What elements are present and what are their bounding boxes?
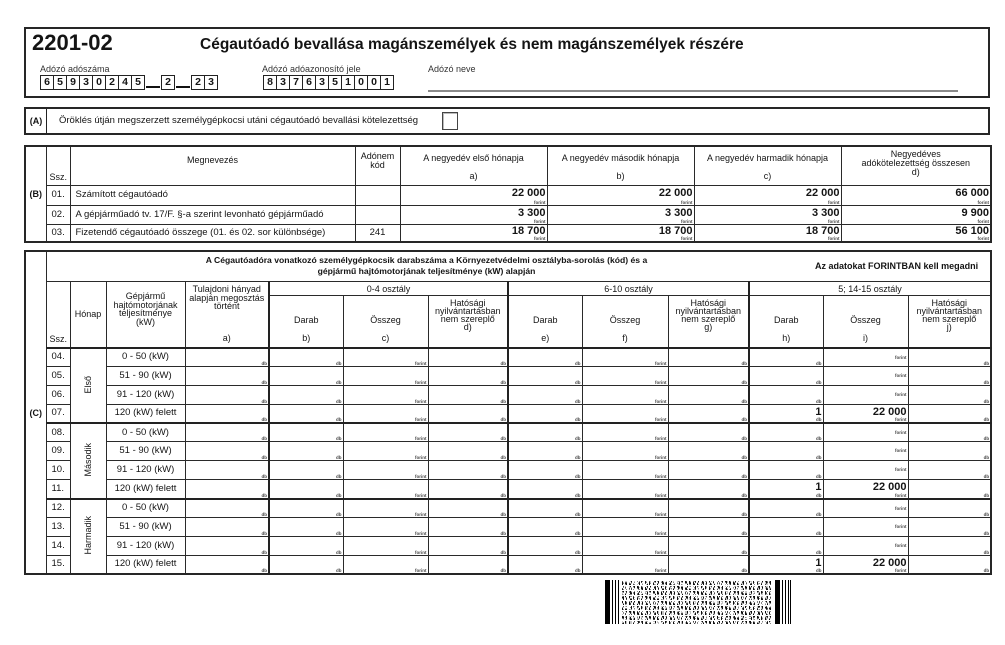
cell-f-amount[interactable]: [582, 518, 668, 537]
cell-a-ownership[interactable]: [185, 385, 269, 404]
cell-b-count[interactable]: [269, 555, 343, 574]
cell-a-ownership[interactable]: [185, 518, 269, 537]
cell-f-amount[interactable]: [582, 555, 668, 574]
cell-e-count[interactable]: [508, 555, 582, 574]
cell-g-unregistered[interactable]: [668, 555, 749, 574]
forint-note: Az adatokat FORINTBAN kell megadni: [815, 261, 979, 271]
inheritance-obligation-checkbox[interactable]: [442, 112, 458, 130]
cell-j-unregistered[interactable]: [908, 423, 991, 442]
cell-i-amount[interactable]: 22 000 forint: [823, 480, 908, 499]
cell-f-amount[interactable]: [582, 385, 668, 404]
cell-f-amount[interactable]: [582, 442, 668, 461]
cell-j-unregistered[interactable]: [908, 461, 991, 480]
section-c-row: [25, 480, 991, 499]
cell-c-amount[interactable]: [343, 536, 428, 555]
cell-j-unregistered[interactable]: [908, 404, 991, 423]
unregistered-header: [908, 296, 991, 348]
row-kw-range: 120 (kW) felett: [106, 480, 185, 499]
cell-i-amount[interactable]: [823, 385, 908, 404]
cell-c-amount[interactable]: [343, 480, 428, 499]
row-name: A gépjárműadó tv. 17/F. §-a szerint levonható gépjárműadó: [70, 205, 355, 224]
column-letter: b): [302, 333, 311, 343]
cell-d-unregistered[interactable]: [428, 555, 508, 574]
cell-h-count[interactable]: [749, 461, 823, 480]
row-name: Fizetendő cégautóadó összege (01. és 02. sor különbsége): [70, 224, 355, 242]
cell-j-unregistered[interactable]: [908, 499, 991, 518]
second-month-amount[interactable]: 3 300 forint: [547, 205, 694, 224]
form-code: 2201-02: [32, 30, 113, 55]
section-c-row: [25, 348, 991, 367]
separator-dash: [146, 86, 160, 88]
cell-c-amount[interactable]: [343, 385, 428, 404]
cell-a-ownership[interactable]: [185, 461, 269, 480]
first-month-header: [400, 146, 547, 185]
first-month-header-text: A negyedév első hónapja: [423, 153, 524, 163]
column-letter: f): [622, 333, 628, 343]
third-month-header-text: A negyedév harmadik hónapja: [706, 153, 829, 163]
cell-h-count[interactable]: 1 db: [749, 555, 823, 574]
cell-h-count[interactable]: [749, 366, 823, 385]
cell-e-count[interactable]: [508, 385, 582, 404]
count-header-text: Darab: [293, 315, 319, 325]
digit-box[interactable]: 0: [367, 75, 381, 90]
cell-d-unregistered[interactable]: [428, 461, 508, 480]
section-c-row: [25, 442, 991, 461]
row-ssz: 06.: [46, 385, 70, 404]
cell-h-count[interactable]: 1 db: [749, 404, 823, 423]
cell-f-amount[interactable]: [582, 423, 668, 442]
cell-g-unregistered[interactable]: [668, 518, 749, 537]
cell-b-count[interactable]: [269, 348, 343, 367]
amount-header: [582, 296, 668, 348]
column-letter: c): [381, 333, 390, 343]
digit-box[interactable]: 3: [315, 75, 329, 90]
digit-box[interactable]: 0: [92, 75, 106, 90]
third-month-amount[interactable]: 22 000 forint: [694, 185, 841, 205]
section-b-table: [24, 145, 992, 243]
taxpayer-name-label: Adózó neve: [428, 64, 476, 74]
section-c-group-row: [25, 282, 991, 296]
kw-header: [106, 282, 185, 348]
cell-d-unregistered[interactable]: [428, 423, 508, 442]
second-month-header: [547, 146, 694, 185]
section-b-row: [25, 205, 991, 224]
row-kw-range: 0 - 50 (kW): [106, 423, 185, 442]
cell-i-amount[interactable]: [823, 366, 908, 385]
first-month-amount[interactable]: 22 000 forint: [400, 185, 547, 205]
vat-code-digit-box[interactable]: 2: [161, 75, 175, 90]
cell-i-amount[interactable]: [823, 442, 908, 461]
row-ssz: 14.: [46, 536, 70, 555]
amount-header-text: Összeg: [850, 315, 881, 325]
cell-g-unregistered[interactable]: [668, 366, 749, 385]
digit-box[interactable]: 4: [118, 75, 132, 90]
count-header: [508, 296, 582, 348]
cell-j-unregistered[interactable]: [908, 385, 991, 404]
cell-b-count[interactable]: [269, 423, 343, 442]
cell-g-unregistered[interactable]: [668, 536, 749, 555]
amount-header: [823, 296, 908, 348]
column-letter: b): [616, 171, 625, 181]
column-letter: g): [704, 322, 713, 332]
cell-a-ownership[interactable]: [185, 442, 269, 461]
row-kw-range: 91 - 120 (kW): [106, 385, 185, 404]
cell-a-ownership[interactable]: [185, 480, 269, 499]
cell-f-amount[interactable]: [582, 348, 668, 367]
county-code-digit-box[interactable]: 2: [191, 75, 205, 90]
cell-b-count[interactable]: [269, 518, 343, 537]
digit-box[interactable]: 3: [276, 75, 290, 90]
cell-d-unregistered[interactable]: [428, 518, 508, 537]
section-c-row: [25, 499, 991, 518]
cell-a-ownership[interactable]: [185, 555, 269, 574]
third-month-amount[interactable]: 3 300 forint: [694, 205, 841, 224]
form-title: Cégautóadó bevallása magánszemélyek és nem magánszemélyek részére: [200, 36, 744, 53]
tax-number-field[interactable]: [40, 75, 218, 90]
row-ssz: 11.: [46, 480, 70, 499]
digit-box[interactable]: 5: [131, 75, 145, 90]
tax-type-code-header: Adónem kód: [355, 146, 400, 185]
tax-type-code: 241: [355, 224, 400, 242]
row-kw-range: 120 (kW) felett: [106, 555, 185, 574]
row-ssz: 08.: [46, 423, 70, 442]
cell-j-unregistered[interactable]: [908, 348, 991, 367]
quarter-total-amount[interactable]: 66 000 forint: [841, 185, 991, 205]
section-c-row: [25, 366, 991, 385]
first-month-amount[interactable]: 18 700 forint: [400, 224, 547, 242]
count-header: [749, 296, 823, 348]
cell-i-amount[interactable]: [823, 499, 908, 518]
section-a-label: (A): [26, 109, 47, 133]
section-c-row: [25, 518, 991, 537]
quarter-total-amount[interactable]: 56 100 forint: [841, 224, 991, 242]
group-header-6-10: 6-10 osztály: [508, 282, 749, 296]
cell-b-count[interactable]: [269, 404, 343, 423]
row-kw-range: 51 - 90 (kW): [106, 366, 185, 385]
cell-f-amount[interactable]: [582, 536, 668, 555]
taxpayer-name-underline: [428, 90, 958, 92]
barcode-data-pattern: [622, 580, 772, 624]
cell-g-unregistered[interactable]: [668, 499, 749, 518]
cell-c-amount[interactable]: [343, 499, 428, 518]
digit-box[interactable]: 5: [53, 75, 67, 90]
cell-g-unregistered[interactable]: [668, 461, 749, 480]
row-name: Számított cégautóadó: [70, 185, 355, 205]
cell-c-amount[interactable]: [343, 518, 428, 537]
section-c-title-row: [25, 251, 991, 282]
cell-c-amount[interactable]: [343, 461, 428, 480]
row-ssz: 15.: [46, 555, 70, 574]
digit-box[interactable]: 5: [328, 75, 342, 90]
row-ssz: 09.: [46, 442, 70, 461]
section-c-row: [25, 404, 991, 423]
column-letter: i): [863, 333, 868, 343]
unregistered-header-text: Hatósági nyilvántartásban nem szereplő: [916, 298, 983, 324]
first-month-amount[interactable]: 3 300 forint: [400, 205, 547, 224]
cell-g-unregistered[interactable]: [668, 385, 749, 404]
cell-j-unregistered[interactable]: [908, 536, 991, 555]
cell-g-unregistered[interactable]: [668, 423, 749, 442]
cell-e-count[interactable]: [508, 366, 582, 385]
column-letter: j): [946, 322, 952, 332]
cell-h-count[interactable]: [749, 442, 823, 461]
second-month-amount[interactable]: 22 000 forint: [547, 185, 694, 205]
cell-c-amount[interactable]: [343, 404, 428, 423]
county-code-digit-box[interactable]: 3: [204, 75, 218, 90]
section-c-row: [25, 555, 991, 574]
amount-header-text: Összeg: [370, 315, 401, 325]
barcode-stop-pattern: [773, 580, 791, 624]
tax-number-label: Adózó adószáma: [40, 64, 110, 74]
cell-i-amount[interactable]: [823, 518, 908, 537]
row-kw-range: 0 - 50 (kW): [106, 348, 185, 367]
cell-h-count[interactable]: [749, 385, 823, 404]
cell-c-amount[interactable]: [343, 442, 428, 461]
second-month-amount[interactable]: 18 700 forint: [547, 224, 694, 242]
row-kw-range: 0 - 50 (kW): [106, 499, 185, 518]
row-kw-range: 91 - 120 (kW): [106, 461, 185, 480]
column-letter: a): [469, 171, 478, 181]
cell-j-unregistered[interactable]: [908, 480, 991, 499]
cell-e-count[interactable]: [508, 404, 582, 423]
cell-i-amount[interactable]: [823, 536, 908, 555]
row-ssz: 07.: [46, 404, 70, 423]
third-month-header: [694, 146, 841, 185]
column-letter: d): [911, 167, 920, 177]
digit-box[interactable]: 6: [302, 75, 316, 90]
unregistered-header: [428, 296, 508, 348]
month-label: Második: [83, 443, 93, 477]
row-ssz: 13.: [46, 518, 70, 537]
cell-c-amount[interactable]: [343, 555, 428, 574]
cell-e-count[interactable]: [508, 480, 582, 499]
column-letter: c): [763, 171, 772, 181]
section-a: [24, 107, 990, 135]
ownership-share-header-text: Tulajdoni hányad alapján megosztás történt: [189, 284, 265, 311]
cell-f-amount[interactable]: [582, 499, 668, 518]
cell-h-count[interactable]: [749, 536, 823, 555]
cell-e-count[interactable]: [508, 499, 582, 518]
digit-box[interactable]: 6: [40, 75, 54, 90]
tax-type-code: [355, 185, 400, 205]
cell-d-unregistered[interactable]: [428, 499, 508, 518]
group-header-5-14-15: 5; 14-15 osztály: [749, 282, 991, 296]
tax-id-field[interactable]: [263, 75, 394, 90]
month-group-first: [70, 348, 106, 424]
column-letter: a): [222, 333, 231, 343]
kw-header-text: Gépjármű hajtómotorjának teljesítménye (kW): [113, 291, 178, 327]
cell-b-count[interactable]: [269, 366, 343, 385]
cell-d-unregistered[interactable]: [428, 348, 508, 367]
month-group-third: [70, 499, 106, 575]
cell-h-count[interactable]: [749, 499, 823, 518]
row-ssz: 02.: [46, 205, 70, 224]
month-label: Első: [83, 375, 93, 394]
group-header-0-4: 0-4 osztály: [269, 282, 508, 296]
section-c-title: A Cégautóadóra vonatkozó személygépkocsik darabszáma a Környezetvédelmi osztályba-sorolás (kód) és a gépjármű hajtómotorjának teljesítménye (kW) alapján: [205, 255, 648, 276]
section-c-table: [24, 250, 992, 575]
column-letter: h): [782, 333, 791, 343]
section-c-row: [25, 385, 991, 404]
quarter-total-header-text: Negyedéves adókötelezettség összesen: [861, 149, 971, 168]
cell-e-count[interactable]: [508, 536, 582, 555]
cell-i-amount[interactable]: [823, 423, 908, 442]
cell-b-count[interactable]: [269, 536, 343, 555]
cell-d-unregistered[interactable]: [428, 385, 508, 404]
separator-dash: [176, 86, 190, 88]
section-c-title-cell: [46, 251, 991, 282]
cell-a-ownership[interactable]: [185, 404, 269, 423]
cell-h-count[interactable]: [749, 423, 823, 442]
count-header-text: Darab: [532, 315, 558, 325]
row-kw-range: 51 - 90 (kW): [106, 518, 185, 537]
digit-box[interactable]: 7: [289, 75, 303, 90]
column-letter: e): [541, 333, 550, 343]
row-kw-range: 51 - 90 (kW): [106, 442, 185, 461]
cell-d-unregistered[interactable]: [428, 442, 508, 461]
section-b-row: [25, 185, 991, 205]
cell-f-amount[interactable]: [582, 461, 668, 480]
cell-b-count[interactable]: [269, 480, 343, 499]
cell-i-amount[interactable]: 22 000 forint: [823, 404, 908, 423]
cell-g-unregistered[interactable]: [668, 480, 749, 499]
taxpayer-name-field[interactable]: [428, 75, 958, 89]
digit-box[interactable]: 1: [341, 75, 355, 90]
cell-j-unregistered[interactable]: [908, 518, 991, 537]
section-c-row: [25, 536, 991, 555]
ownership-share-header: [185, 282, 269, 348]
unregistered-header-text: Hatósági nyilvántartásban nem szereplő: [675, 298, 742, 324]
month-label: Harmadik: [83, 516, 93, 555]
cell-b-count[interactable]: [269, 461, 343, 480]
cell-j-unregistered[interactable]: [908, 366, 991, 385]
cell-g-unregistered[interactable]: [668, 442, 749, 461]
cell-a-ownership[interactable]: [185, 536, 269, 555]
cell-c-amount[interactable]: [343, 423, 428, 442]
cell-h-count[interactable]: 1 db: [749, 480, 823, 499]
form-header: [24, 27, 990, 98]
cell-d-unregistered[interactable]: [428, 404, 508, 423]
cell-a-ownership[interactable]: [185, 423, 269, 442]
row-ssz: 04.: [46, 348, 70, 367]
digit-box[interactable]: 8: [263, 75, 277, 90]
digit-box[interactable]: 9: [66, 75, 80, 90]
cell-d-unregistered[interactable]: [428, 536, 508, 555]
pdf417-barcode: [605, 580, 791, 624]
cell-j-unregistered[interactable]: [908, 442, 991, 461]
quarter-total-header: [841, 146, 991, 185]
cell-b-count[interactable]: [269, 499, 343, 518]
row-ssz: 03.: [46, 224, 70, 242]
section-c-label: (C): [25, 251, 46, 574]
third-month-amount[interactable]: 18 700 forint: [694, 224, 841, 242]
cell-i-amount[interactable]: [823, 461, 908, 480]
row-ssz: 01.: [46, 185, 70, 205]
section-c-row: [25, 423, 991, 442]
digit-box[interactable]: 1: [380, 75, 394, 90]
cell-b-count[interactable]: [269, 385, 343, 404]
column-letter: d): [463, 322, 472, 332]
cell-a-ownership[interactable]: [185, 366, 269, 385]
section-c-row: [25, 461, 991, 480]
count-header-text: Darab: [773, 315, 799, 325]
cell-c-amount[interactable]: [343, 348, 428, 367]
digit-box[interactable]: 0: [354, 75, 368, 90]
quarter-total-amount[interactable]: 9 900 forint: [841, 205, 991, 224]
cell-e-count[interactable]: [508, 518, 582, 537]
cell-g-unregistered[interactable]: [668, 348, 749, 367]
section-b-row: [25, 224, 991, 242]
digit-box[interactable]: 2: [105, 75, 119, 90]
cell-h-count[interactable]: [749, 348, 823, 367]
cell-a-ownership[interactable]: [185, 499, 269, 518]
cell-e-count[interactable]: [508, 348, 582, 367]
row-ssz: 05.: [46, 366, 70, 385]
unregistered-header-text: Hatósági nyilvántartásban nem szereplő: [434, 298, 501, 324]
cell-j-unregistered[interactable]: [908, 555, 991, 574]
cell-h-count[interactable]: [749, 518, 823, 537]
row-ssz: 10.: [46, 461, 70, 480]
name-header: Megnevezés: [70, 146, 355, 185]
cell-i-amount[interactable]: 22 000 forint: [823, 555, 908, 574]
row-kw-range: 91 - 120 (kW): [106, 536, 185, 555]
amount-header-text: Összeg: [609, 315, 641, 325]
cell-e-count[interactable]: [508, 423, 582, 442]
barcode-start-pattern: [605, 580, 621, 624]
cell-g-unregistered[interactable]: [668, 404, 749, 423]
digit-box[interactable]: 3: [79, 75, 93, 90]
unregistered-header: [668, 296, 749, 348]
cell-f-amount[interactable]: [582, 480, 668, 499]
row-ssz: 12.: [46, 499, 70, 518]
tax-type-code: [355, 205, 400, 224]
ssz-header: Ssz.: [46, 282, 70, 348]
month-group-second: [70, 423, 106, 499]
second-month-header-text: A negyedév második hónapja: [561, 153, 680, 163]
amount-header: [343, 296, 428, 348]
ssz-header: Ssz.: [46, 146, 70, 185]
cell-a-ownership[interactable]: [185, 348, 269, 367]
cell-f-amount[interactable]: [582, 404, 668, 423]
count-header: [269, 296, 343, 348]
section-b-label: (B): [25, 146, 46, 242]
cell-i-amount[interactable]: [823, 348, 908, 367]
cell-b-count[interactable]: [269, 442, 343, 461]
month-header: Hónap: [70, 282, 106, 348]
inheritance-obligation-text: Öröklés útján megszerzett személygépkocsi utáni cégautóadó bevallási kötelezettség: [59, 115, 419, 126]
cell-e-count[interactable]: [508, 442, 582, 461]
cell-d-unregistered[interactable]: [428, 480, 508, 499]
section-b-header-row: [25, 146, 991, 185]
row-kw-range: 120 (kW) felett: [106, 404, 185, 423]
cell-e-count[interactable]: [508, 461, 582, 480]
cell-d-unregistered[interactable]: [428, 366, 508, 385]
cell-f-amount[interactable]: [582, 366, 668, 385]
tax-id-label: Adózó adóazonosító jele: [262, 64, 361, 74]
cell-c-amount[interactable]: [343, 366, 428, 385]
